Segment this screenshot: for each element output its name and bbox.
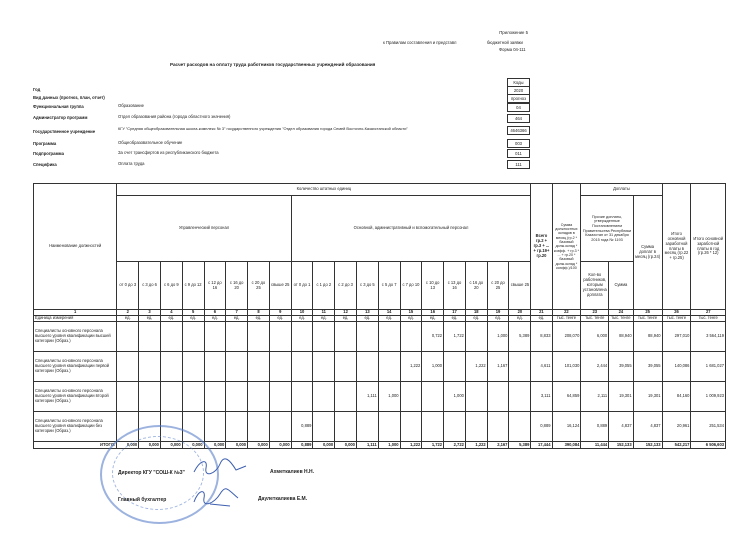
table-cell <box>117 322 139 352</box>
column-number: 15 <box>400 310 422 316</box>
table-cell <box>226 412 248 442</box>
table-cell: 1,000 <box>422 352 444 382</box>
director-label: Директор КГУ "СОШ-К №3" <box>118 470 185 476</box>
units-label: Единица измерения <box>34 316 117 322</box>
table-cell <box>204 352 226 382</box>
appendix-line3: Форма 04-111 <box>499 47 526 52</box>
total-cell: 1,000 <box>378 442 400 449</box>
header-year-total: Итого основной заработной платы в год (гр.26 * 12) <box>691 184 726 310</box>
code-inst: 4646366 <box>507 126 530 135</box>
table-cell: 251,534 <box>691 412 726 442</box>
document-title: Расчет расходов на оплату труда работников государственных учреждений образования <box>170 62 376 67</box>
table-cell <box>335 412 357 442</box>
unit-cell: ед. <box>422 316 444 322</box>
table-cell <box>444 352 466 382</box>
code-type: прогноз <box>507 94 530 103</box>
unit-cell: ед. <box>378 316 400 322</box>
table-cell <box>248 352 270 382</box>
table-cell <box>465 382 487 412</box>
table-cell: 1,111 <box>356 382 378 412</box>
unit-cell: ед. <box>444 316 466 322</box>
subheader-mgmt-range: с 9 до 12 <box>182 262 204 310</box>
total-cell: 1,722 <box>422 442 444 449</box>
total-cell: 2,722 <box>444 442 466 449</box>
total-cell: 11,444 <box>581 442 609 449</box>
total-cell: 390,084 <box>552 442 581 449</box>
code-year: 2020 <box>507 86 530 95</box>
table-cell: 88,940 <box>609 322 633 352</box>
director-name: Ахметкалиев Н.Н. <box>270 469 315 475</box>
total-cell: 1,222 <box>400 442 422 449</box>
table-cell <box>313 382 335 412</box>
table-cell: 19,301 <box>633 382 662 412</box>
column-number: 2 <box>117 310 139 316</box>
total-cell: 0,000 <box>160 442 182 449</box>
unit-cell: ед. <box>269 316 291 322</box>
subheader-main-range: свыше 25 <box>509 262 531 310</box>
subheader-main-range: с 3 до 5 <box>356 262 378 310</box>
total-cell: 0,000 <box>204 442 226 449</box>
table-cell <box>378 352 400 382</box>
unit-cell: ед. <box>400 316 422 322</box>
table-cell: 0,722 <box>422 322 444 352</box>
position-name: Специалисты основного персонала высшего уровня квалификации первой категории (Образ.) <box>34 352 117 382</box>
unit-cell: ед. <box>335 316 357 322</box>
table-cell <box>160 382 182 412</box>
column-number: 27 <box>691 310 726 316</box>
unit-cell: ед. <box>465 316 487 322</box>
table-cell <box>139 322 161 352</box>
unit-cell: ед. <box>531 316 552 322</box>
unit-cell: ед. <box>182 316 204 322</box>
unit-cell: ед. <box>139 316 161 322</box>
subheader-main-range: с 20 до 25 <box>487 262 509 310</box>
table-cell: 8,833 <box>531 322 552 352</box>
table-cell <box>509 412 531 442</box>
table-cell <box>269 352 291 382</box>
appendix-block <box>470 30 528 36</box>
accountant-signature <box>190 484 250 508</box>
header-extra-sum: Сумма <box>609 262 633 310</box>
unit-cell: тыс. тенге <box>691 316 726 322</box>
subheader-main-range: с 5 до 7 <box>378 262 400 310</box>
table-cell: 1,167 <box>487 352 509 382</box>
total-cell: 0,000 <box>313 442 335 449</box>
table-cell <box>291 322 313 352</box>
unit-cell: ед. <box>291 316 313 322</box>
header-total-units: Всего гр.2 + гр.3 + ... + гр.19+ гр.20 <box>531 184 552 310</box>
table-cell: 1,000 <box>378 382 400 412</box>
column-number: 8 <box>248 310 270 316</box>
column-number: 26 <box>662 310 691 316</box>
table-cell: 1 009,923 <box>691 382 726 412</box>
unit-cell: тыс. тенге <box>633 316 662 322</box>
table-cell <box>400 322 422 352</box>
table-cell <box>160 352 182 382</box>
column-number: 1 <box>34 310 117 316</box>
header-sum: Сумма должностных окладов в месяц (гр.2 * базовый долж.оклад * коэфф. + гр.3 * ... + гр.20 * базовый долж.оклад * коэфф.)/100 <box>552 184 581 310</box>
subheader-main-range: с 13 до 16 <box>444 262 466 310</box>
subheader-mgmt-range: с 3 до 6 <box>139 262 161 310</box>
program-label: Программа <box>33 141 57 146</box>
subheader-mgmt-range: от 0 до 3 <box>117 262 139 310</box>
table-cell <box>226 322 248 352</box>
table-cell: 1,222 <box>465 352 487 382</box>
total-cell: 0,889 <box>291 442 313 449</box>
appendix-line2b: бюджетной заявки <box>487 40 523 45</box>
table-cell <box>356 322 378 352</box>
total-cell: 0,000 <box>117 442 139 449</box>
accountant-name: Даулеткалиева Е.М. <box>258 496 308 502</box>
subheader-mgmt-range: с 16 до 20 <box>226 262 248 310</box>
table-cell: 1,000 <box>444 382 466 412</box>
subheader-main-range: с 1 до 2 <box>313 262 335 310</box>
total-cell: 6 506,603 <box>691 442 726 449</box>
subheader-mgmt-range: свыше 25 <box>269 262 291 310</box>
table-cell: 4,611 <box>531 352 552 382</box>
column-number: 24 <box>609 310 633 316</box>
column-number: 10 <box>291 310 313 316</box>
total-label: ИТОГО: <box>34 442 117 449</box>
table-cell <box>465 412 487 442</box>
unit-cell: ед. <box>487 316 509 322</box>
appendix-line1: Приложение 5 <box>499 30 528 35</box>
position-name: Специалисты основного персонала высшего уровня квалификации без категории (Образ.) <box>34 412 117 442</box>
table-cell: 19,301 <box>609 382 633 412</box>
column-number: 3 <box>139 310 161 316</box>
total-cell: 0,000 <box>139 442 161 449</box>
total-cell: 5,389 <box>509 442 531 449</box>
column-number: 23 <box>581 310 609 316</box>
subheader-mgmt-range: с 20 до 25 <box>248 262 270 310</box>
table-cell: 4,837 <box>609 412 633 442</box>
data-type-label: Вид данных (прогноз, план, отчет) <box>33 95 105 100</box>
table-cell: 88,940 <box>633 322 662 352</box>
header-extra-count: Кол-во работников, которым установлена доплата <box>581 262 609 310</box>
code-prog: 003 <box>507 139 530 148</box>
subheader-main-range: с 10 до 13 <box>422 262 444 310</box>
header-month-total: Итого основной заработной платы в месяц (гр.22 + гр.25) <box>662 184 691 310</box>
column-number: 22 <box>552 310 581 316</box>
unit-cell: ед. <box>117 316 139 322</box>
subheader-main-range: с 7 до 10 <box>400 262 422 310</box>
table-cell <box>182 382 204 412</box>
table-cell <box>226 352 248 382</box>
column-number: 17 <box>444 310 466 316</box>
header-name: Наименование должностей <box>34 184 117 310</box>
table-cell: 140,086 <box>662 352 691 382</box>
header-extra: Доплаты <box>581 184 662 196</box>
header-main: Основной, административный и вспомогательный персонал <box>291 196 531 262</box>
code-subprog: 011 <box>507 149 530 158</box>
func-group-value: Образование <box>118 103 144 108</box>
header-mgmt: Управленческий персонал <box>117 196 291 262</box>
table-cell: 39,055 <box>609 352 633 382</box>
column-number: 25 <box>633 310 662 316</box>
table-cell: 4,837 <box>633 412 662 442</box>
table-cell: 0,889 <box>291 412 313 442</box>
code-admin: 464 <box>507 114 530 123</box>
unit-cell: тыс. тенге <box>662 316 691 322</box>
header-extra-gov: Прочие доплаты, утвержденные Постановлением Правительства Республики Казахстан от 31 декабря 2015 года № 1193 <box>581 196 633 262</box>
table-cell <box>313 322 335 352</box>
column-number: 4 <box>160 310 182 316</box>
table-cell <box>182 352 204 382</box>
table-cell: 3 564,119 <box>691 322 726 352</box>
table-cell: 3,111 <box>531 382 552 412</box>
institution-value: КГУ "Средняя общеобразовательная школа-комплекс № 3" государственного учреждения "Отдел образования города Семей Восточно-Казахстанской области" <box>118 126 408 131</box>
column-number: 20 <box>509 310 531 316</box>
table-cell: 39,055 <box>633 352 662 382</box>
total-cell: 0,000 <box>226 442 248 449</box>
column-number: 9 <box>269 310 291 316</box>
table-cell <box>204 322 226 352</box>
table-cell <box>335 352 357 382</box>
table-cell <box>335 322 357 352</box>
func-group-label: Функциональная группа <box>33 104 84 109</box>
table-cell: 64,859 <box>552 382 581 412</box>
payroll-table <box>33 183 726 449</box>
table-cell: 5,389 <box>509 322 531 352</box>
table-cell <box>378 412 400 442</box>
admin-value: Отдел образования района (города областного значения) <box>118 114 231 119</box>
total-cell: 1,111 <box>356 442 378 449</box>
table-row <box>34 322 726 352</box>
total-cell: 2,167 <box>487 442 509 449</box>
table-cell <box>509 352 531 382</box>
table-cell: 1,722 <box>444 322 466 352</box>
subprogram-value: За счет трансфертов из республиканского бюджета <box>118 150 219 155</box>
table-cell: 1,000 <box>487 322 509 352</box>
table-cell <box>400 382 422 412</box>
subheader-main-range: с 16 до 20 <box>465 262 487 310</box>
table-cell: 208,070 <box>552 322 581 352</box>
director-signature <box>190 456 250 478</box>
table-row <box>34 352 726 382</box>
total-cell: 542,217 <box>662 442 691 449</box>
column-number: 21 <box>531 310 552 316</box>
specifics-value: Оплата труда <box>118 161 145 166</box>
column-number: 5 <box>182 310 204 316</box>
table-cell <box>160 322 182 352</box>
subheader-main-range: от 0 до 1 <box>291 262 313 310</box>
table-cell <box>487 382 509 412</box>
table-cell: 16,124 <box>552 412 581 442</box>
column-number: 18 <box>465 310 487 316</box>
table-cell: 6,000 <box>581 322 609 352</box>
position-name: Специалисты основного персонала высшего уровня квалификации второй категории (Образ.) <box>34 382 117 412</box>
column-number: 7 <box>226 310 248 316</box>
table-cell <box>248 322 270 352</box>
table-cell: 297,010 <box>662 322 691 352</box>
unit-cell: ед. <box>160 316 182 322</box>
header-units: Количество штатных единиц <box>117 184 531 196</box>
table-cell: 84,160 <box>662 382 691 412</box>
total-cell: 17,444 <box>531 442 552 449</box>
table-cell: 0,889 <box>531 412 552 442</box>
table-cell <box>356 412 378 442</box>
year-label: Год <box>33 87 41 92</box>
code-header: Коды <box>507 78 530 87</box>
code-spec: 111 <box>507 160 530 169</box>
position-name: Специалисты основного персонала высшего уровня квалификации высшей категории (Образ.) <box>34 322 117 352</box>
table-cell <box>117 352 139 382</box>
unit-cell: ед. <box>509 316 531 322</box>
table-cell <box>269 412 291 442</box>
subheader-main-range: с 2 до 3 <box>335 262 357 310</box>
unit-cell: тыс. тенге <box>609 316 633 322</box>
table-cell <box>465 322 487 352</box>
code-func: 04 <box>507 103 530 112</box>
unit-cell: ед. <box>226 316 248 322</box>
specifics-label: Специфика <box>33 162 57 167</box>
column-number: 11 <box>313 310 335 316</box>
table-cell <box>117 382 139 412</box>
subheader-mgmt-range: с 6 до 9 <box>160 262 182 310</box>
table-cell <box>204 412 226 442</box>
table-cell <box>226 382 248 412</box>
total-cell: 0,000 <box>335 442 357 449</box>
table-cell: 101,030 <box>552 352 581 382</box>
table-cell <box>509 382 531 412</box>
table-cell <box>313 352 335 382</box>
table-row <box>34 382 726 412</box>
table-cell <box>291 382 313 412</box>
table-cell <box>422 412 444 442</box>
table-cell <box>313 412 335 442</box>
total-cell: 0,000 <box>269 442 291 449</box>
appendix-line2: к Правилам составления и представл <box>383 40 457 45</box>
table-cell <box>182 322 204 352</box>
unit-cell: тыс. тенге <box>581 316 609 322</box>
header-extra-month: Сумма доплат в месяц (гр.24) <box>633 196 662 310</box>
unit-cell: ед. <box>356 316 378 322</box>
table-cell <box>356 352 378 382</box>
column-number: 19 <box>487 310 509 316</box>
total-cell: 152,133 <box>609 442 633 449</box>
column-number: 12 <box>335 310 357 316</box>
column-number: 6 <box>204 310 226 316</box>
table-cell <box>139 382 161 412</box>
total-cell: 152,133 <box>633 442 662 449</box>
table-cell <box>248 382 270 412</box>
unit-cell: ед. <box>248 316 270 322</box>
unit-cell: тыс. тенге <box>552 316 581 322</box>
table-cell: 2,111 <box>581 382 609 412</box>
table-cell <box>269 382 291 412</box>
subheader-mgmt-range: с 12 до 16 <box>204 262 226 310</box>
table-cell: 20,961 <box>662 412 691 442</box>
admin-label: Администратор программ <box>33 115 88 120</box>
table-cell: 1,222 <box>400 352 422 382</box>
total-cell: 0,000 <box>182 442 204 449</box>
table-cell <box>139 352 161 382</box>
table-cell <box>444 412 466 442</box>
table-cell <box>378 322 400 352</box>
program-value: Общеобразовательное обучение <box>118 140 183 145</box>
unit-cell: ед. <box>204 316 226 322</box>
table-cell <box>291 352 313 382</box>
column-number: 13 <box>356 310 378 316</box>
table-cell <box>248 412 270 442</box>
table-cell <box>487 412 509 442</box>
table-cell <box>204 382 226 412</box>
total-cell: 1,222 <box>465 442 487 449</box>
table-cell: 0,889 <box>581 412 609 442</box>
unit-cell: ед. <box>313 316 335 322</box>
table-cell <box>335 382 357 412</box>
table-cell <box>422 382 444 412</box>
table-cell <box>400 412 422 442</box>
subprogram-label: Подпрограмма <box>33 151 64 156</box>
column-number: 14 <box>378 310 400 316</box>
table-cell: 1 681,027 <box>691 352 726 382</box>
table-cell <box>269 322 291 352</box>
table-cell: 2,444 <box>581 352 609 382</box>
total-cell: 0,000 <box>248 442 270 449</box>
accountant-label: Главный бухгалтер <box>118 497 167 503</box>
institution-label: Государственное учреждение <box>33 129 96 134</box>
column-number: 16 <box>422 310 444 316</box>
